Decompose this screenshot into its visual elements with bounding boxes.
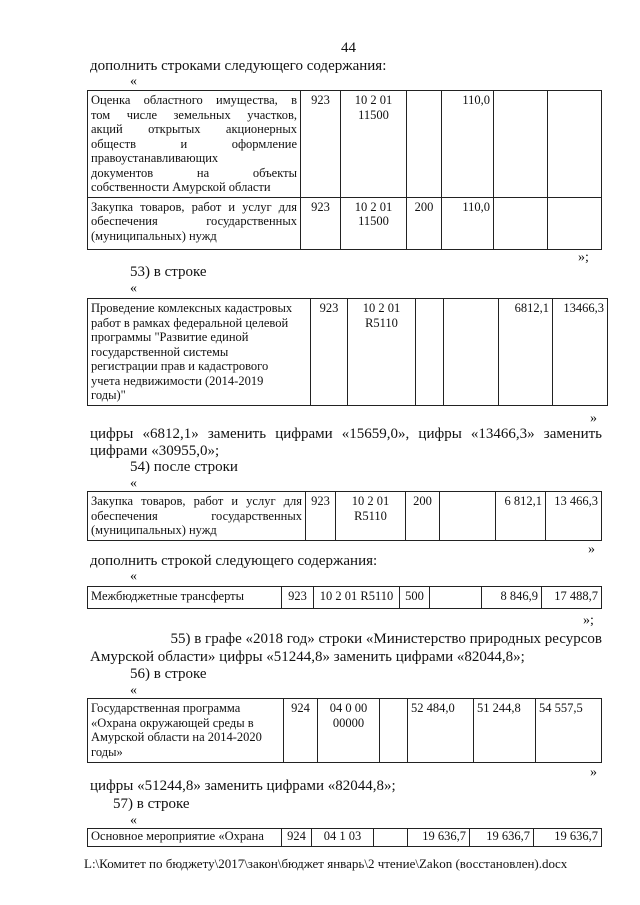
sum-cell: 19 636,7 (470, 829, 534, 847)
vr-cell: 500 (400, 587, 430, 609)
sum-cell: 17 488,7 (542, 587, 602, 609)
vr-cell (380, 699, 408, 763)
table-row (88, 492, 602, 541)
sum-cell: 51 244,8 (474, 699, 536, 763)
open-quote: « (130, 74, 137, 89)
name-line: обеспечения государственных (91, 508, 302, 523)
empty-cell (430, 587, 482, 609)
kbk-cell: 10 2 01 R5110 (336, 492, 406, 541)
name-line: «Охрана окружающей среды в (91, 715, 254, 730)
sum-cell: 110,0 (442, 91, 494, 198)
sum-cell: 52 484,0 (408, 699, 474, 763)
row-name-cell: Основное мероприятие «Охрана (88, 829, 282, 847)
name-line: учета недвижимости (2014-2019 (91, 373, 264, 388)
table-6 (87, 828, 602, 847)
name-line: программы "Развитие единой (91, 330, 249, 344)
name-line: акций открытых акционерных (91, 122, 297, 136)
sum-cell: 110,0 (442, 197, 494, 249)
table-row (88, 587, 602, 609)
paragraph-55-line-1: 55) в графе «2018 год» строки «Министерство природных ресурсов (170, 631, 602, 647)
name-line: обществ и оформление (91, 136, 297, 151)
code-cell: 923 (282, 587, 314, 609)
table-row (88, 91, 602, 198)
vr-cell (407, 91, 442, 198)
name-line: государственной системы (91, 344, 229, 359)
empty-cell (494, 197, 548, 249)
row-name-cell (88, 299, 311, 406)
sum-cell: 19 636,7 (408, 829, 470, 847)
table-row (88, 699, 602, 763)
empty-cell (548, 91, 602, 198)
kbk-cell: 04 1 03 (312, 829, 374, 847)
name-line: годы» (91, 744, 123, 759)
code-cell: 924 (284, 699, 318, 763)
table-row (88, 197, 602, 249)
sum-cell: 54 557,5 (536, 699, 602, 763)
close-quote: » (590, 765, 597, 780)
paragraph-53-line-2: цифрами «30955,0»; (90, 443, 220, 459)
add-line: дополнить строкой следующего содержания: (90, 553, 378, 569)
name-line: регистрации прав и кадастрового (91, 359, 269, 373)
close-quote: »; (583, 613, 594, 628)
sum-cell: 13466,3 (553, 299, 608, 406)
open-quote: « (130, 281, 137, 296)
sum-cell: 8 846,9 (482, 587, 542, 609)
open-quote: « (130, 813, 137, 828)
sum-cell: 19 636,7 (534, 829, 602, 847)
name-line: годы)" (91, 388, 126, 402)
row-name-cell (88, 197, 301, 249)
sum-cell: 6812,1 (499, 299, 553, 406)
item-54: 54) после строки (130, 459, 238, 475)
item-53: 53) в строке (130, 264, 207, 280)
kbk-cell: 10 2 01 11500 (341, 91, 407, 198)
name-line: обеспечения государственных (91, 214, 297, 228)
code-cell: 924 (282, 829, 312, 847)
close-quote: »; (578, 250, 589, 265)
kbk-cell (318, 699, 380, 763)
vr-cell (416, 299, 444, 406)
paragraph-53-line-1: цифры «6812,1» заменить цифрами «15659,0», цифры «13466,3» заменить (90, 426, 602, 442)
empty-cell (494, 91, 548, 198)
row-name-cell (88, 91, 301, 198)
vr-cell: 200 (407, 197, 442, 249)
name-line: документов на объекты (91, 165, 297, 180)
row-name-cell: Межбюджетные трансферты (88, 587, 282, 609)
item-57: 57) в строке (113, 796, 190, 812)
name-line: том числе земельных участков, (91, 107, 297, 122)
name-line: собственности Амурской области (91, 180, 271, 194)
name-line: (муниципальных) нужд (91, 228, 217, 243)
sum-cell: 6 812,1 (496, 492, 546, 541)
table-2 (87, 298, 608, 406)
paragraph-56: цифры «51244,8» заменить цифрами «82044,8»; (90, 778, 396, 794)
kbk-cell: 10 2 01 R5110 (348, 299, 416, 406)
empty-cell (444, 299, 499, 406)
name-line: правоустанавливающих (91, 151, 219, 165)
paragraph-55-line-2: Амурской области» цифры «51244,8» заменить цифрами «82044,8»; (90, 649, 525, 665)
code-cell: 923 (306, 492, 336, 541)
code-cell: 923 (301, 91, 341, 198)
close-quote: » (588, 542, 595, 557)
table-3 (87, 491, 602, 541)
footer-file-path: L:\Комитет по бюджету\2017\закон\бюджет январь\2 чтение\Zakon (восстановлен).docx (84, 856, 568, 871)
name-line: Закупка товаров, работ и услуг для (91, 199, 297, 214)
table-4 (87, 586, 602, 609)
name-line: работ в рамках федеральной целевой (91, 315, 289, 330)
empty-cell (440, 492, 496, 541)
table-1 (87, 90, 602, 250)
code-cell: 923 (311, 299, 348, 406)
table-row (88, 299, 608, 406)
row-name-cell (88, 699, 284, 763)
open-quote: « (130, 683, 137, 698)
name-line: Государственная программа (91, 701, 241, 715)
open-quote: « (130, 476, 137, 491)
kbk-line: 00000 (332, 715, 365, 730)
kbk-cell: 10 2 01 11500 (341, 197, 407, 249)
page-number: 44 (341, 40, 356, 56)
name-line: Амурской области на 2014-2020 (91, 730, 262, 744)
sum-cell: 13 466,3 (546, 492, 602, 541)
vr-cell: 200 (406, 492, 440, 541)
empty-cell (548, 197, 602, 249)
name-line: Проведение комлексных кадастровых (91, 301, 293, 315)
open-quote: « (130, 569, 137, 584)
row-name-cell (88, 492, 306, 541)
table-5 (87, 698, 602, 763)
kbk-cell: 10 2 01 R5110 (314, 587, 400, 609)
kbk-line: 04 0 00 (329, 701, 368, 715)
close-quote: » (590, 411, 597, 426)
name-line: Закупка товаров, работ и услуг для (91, 494, 302, 508)
name-line: Оценка областного имущества, в (91, 93, 297, 107)
intro-line: дополнить строками следующего содержания: (90, 58, 387, 74)
vr-cell (374, 829, 408, 847)
item-56: 56) в строке (130, 666, 207, 682)
name-line: (муниципальных) нужд (91, 523, 217, 537)
code-cell: 923 (301, 197, 341, 249)
table-row (88, 829, 602, 847)
